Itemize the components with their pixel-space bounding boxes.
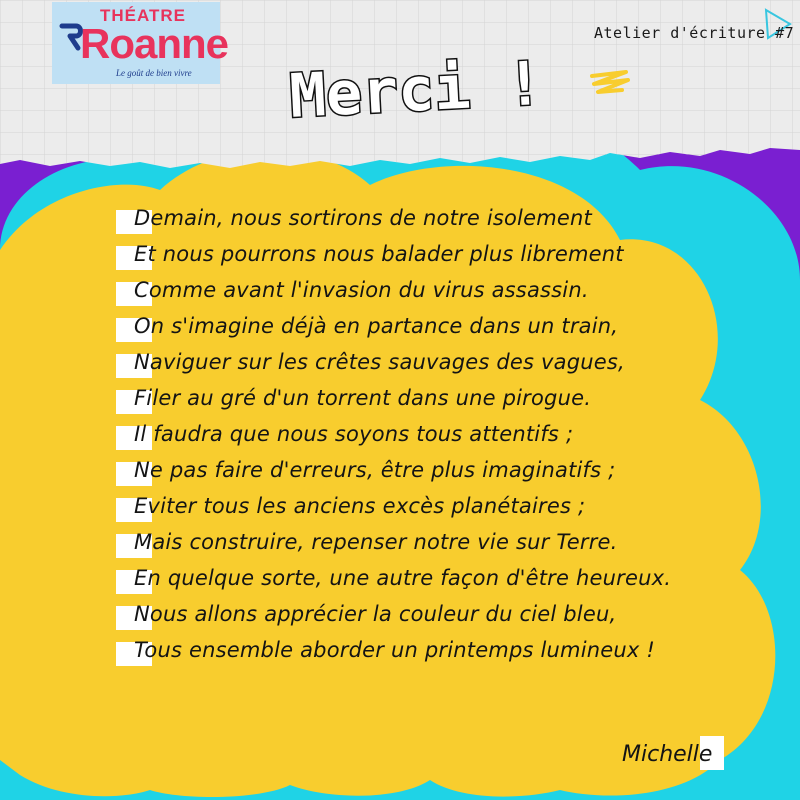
logo-theatre-text: THÉATRE (100, 6, 187, 25)
page-title: Merci ! (288, 48, 545, 132)
workshop-label: Atelier d'écriture #7 (594, 24, 795, 42)
logo-tagline: Le goût de bien vivre (116, 68, 192, 78)
poem-line: Eviter tous les anciens excès planétaires ; (134, 494, 586, 518)
poem-line: Demain, nous sortirons de notre isolement (134, 206, 592, 230)
poem-line: Filer au gré d'un torrent dans une pirogue. (134, 386, 592, 410)
poem-line: Il faudra que nous soyons tous attentifs ; (134, 422, 574, 446)
poem-line: Ne pas faire d'erreurs, être plus imaginatifs ; (134, 458, 616, 482)
poem-line: Comme avant l'invasion du virus assassin. (134, 278, 589, 302)
poem-author: Michelle (622, 742, 713, 767)
logo-name-text: Roanne (80, 20, 229, 67)
poem-line: Naviguer sur les crêtes sauvages des vagues, (134, 350, 625, 374)
poem-line: Tous ensemble aborder un printemps lumineux ! (134, 638, 656, 662)
poem-line: Mais construire, repenser notre vie sur Terre. (134, 530, 618, 554)
poem-line: En quelque sorte, une autre façon d'être heureux. (134, 566, 672, 590)
poem-line: Et nous pourrons nous balader plus librement (134, 242, 624, 266)
poem-line: Nous allons apprécier la couleur du ciel bleu, (134, 602, 617, 626)
theatre-roanne-logo (52, 2, 229, 84)
poem-line: On s'imagine déjà en partance dans un train, (134, 314, 619, 338)
